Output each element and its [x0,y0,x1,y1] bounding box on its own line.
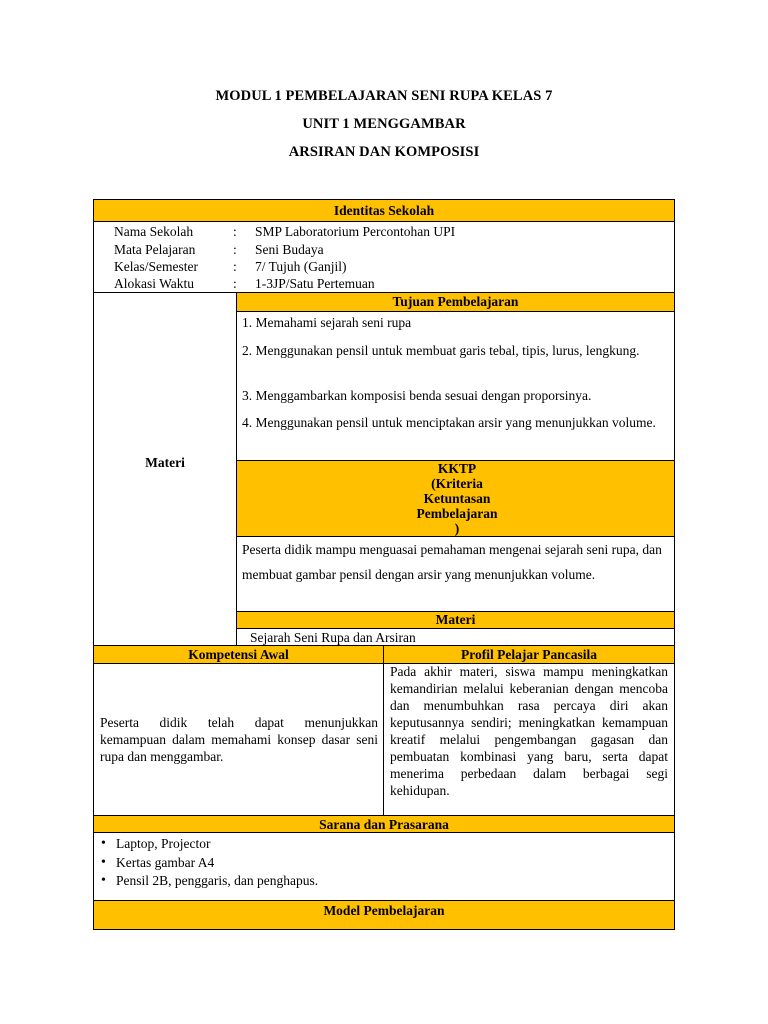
kompetensi-awal-header [94,645,384,664]
document-title: MODUL 1 PEMBELAJARAN SENI RUPA KELAS 7 [215,88,553,104]
identitas-separator: : [233,276,237,291]
tujuan-item: 3. Menggambarkan komposisi benda sesuai dengan proporsinya. [242,388,592,403]
tujuan-item: 4. Menggunakan pensil untuk menciptakan arsir yang menunjukkan volume. [242,415,656,430]
model-pembelajaran-header [94,900,674,929]
identitas-value: SMP Laboratorium Percontohan UPI [255,224,456,239]
identitas-value: Seni Budaya [255,242,324,257]
tujuan-item: 1. Memahami sejarah seni rupa [242,315,412,330]
profil-pelajar-heading: Profil Pelajar Pancasila [461,647,597,662]
tujuan-item: 2. Menggunakan pensil untuk membuat garis tebal, tipis, lurus, lengkung. [242,343,640,358]
kktp-heading-line: Pembelajaran [416,506,498,521]
sarana-prasarana-header [94,815,674,833]
identitas-label: Alokasi Waktu [114,276,195,291]
tujuan-pembelajaran-heading: Tujuan Pembelajaran [392,294,519,309]
kktp-header [237,460,674,537]
kompetensi-awal-heading: Kompetensi Awal [188,647,289,662]
materi-left-label: Materi [145,455,185,470]
kompetensi-awal-text: Peserta didik telah dapat menunjukkan kemampuan dalam memahami konsep dasar seni rupa dan menggambar. [100,715,378,764]
materi-left-cell [94,293,237,645]
sarana-item: • Pensil 2B, penggaris, dan penghapus. [94,872,664,891]
profil-pelajar-header [384,645,674,664]
kktp-heading-line: ) [454,521,460,536]
model-pembelajaran-heading: Model Pembelajaran [323,903,445,918]
sarana-item: • Laptop, Projector [94,835,664,854]
kktp-heading-line: KKTP [437,461,477,476]
kktp-heading-line: (Kriteria [431,476,483,491]
profil-pelajar-text: Pada akhir materi, siswa mampu meningkatkan kemandirian melalui keberanian dengan mencoba dan menumbuhkan rasa percaya diri akan keputusannya sendiri; meningkatkan kemampuan kreatif melalui pengembangan gagasan dan pembuatan kombinasi yang baru, serta dapat menerima perbedaan dalam berbagai segi kehidupan. [390,664,668,798]
identitas-value: 1-3JP/Satu Pertemuan [255,276,375,291]
document-subtitle-unit: UNIT 1 MENGGAMBAR [302,116,466,132]
sarana-item: • Kertas gambar A4 [94,854,664,873]
sarana-prasarana-heading: Sarana dan Prasarana [319,817,449,832]
identitas-label: Kelas/Semester [114,259,198,274]
identitas-separator: : [233,242,237,257]
materi-heading: Materi [435,612,476,627]
sarana-list [94,835,664,891]
identitas-label: Nama Sekolah [114,224,194,239]
document-subtitle-topic: ARSIRAN DAN KOMPOSISI [288,144,480,160]
kktp-text: Peserta didik mampu menguasai pemahaman mengenai sejarah seni rupa, dan membuat gambar pensil dengan arsir yang menunjukkan volume. [242,542,662,582]
identitas-separator: : [233,224,237,239]
materi-text: Sejarah Seni Rupa dan Arsiran [250,630,416,645]
identitas-label: Mata Pelajaran [114,242,196,257]
identitas-value: 7/ Tujuh (Ganjil) [255,259,347,274]
identitas-sekolah-header [94,200,674,222]
kompetensi-awal-cell [94,664,384,815]
kktp-heading-line: Ketuntasan [423,491,491,506]
identitas-separator: : [233,259,237,274]
tujuan-pembelajaran-header [237,293,674,312]
profil-pelajar-cell [384,664,674,815]
identitas-sekolah-heading: Identitas Sekolah [333,203,435,218]
materi-header [237,611,674,629]
